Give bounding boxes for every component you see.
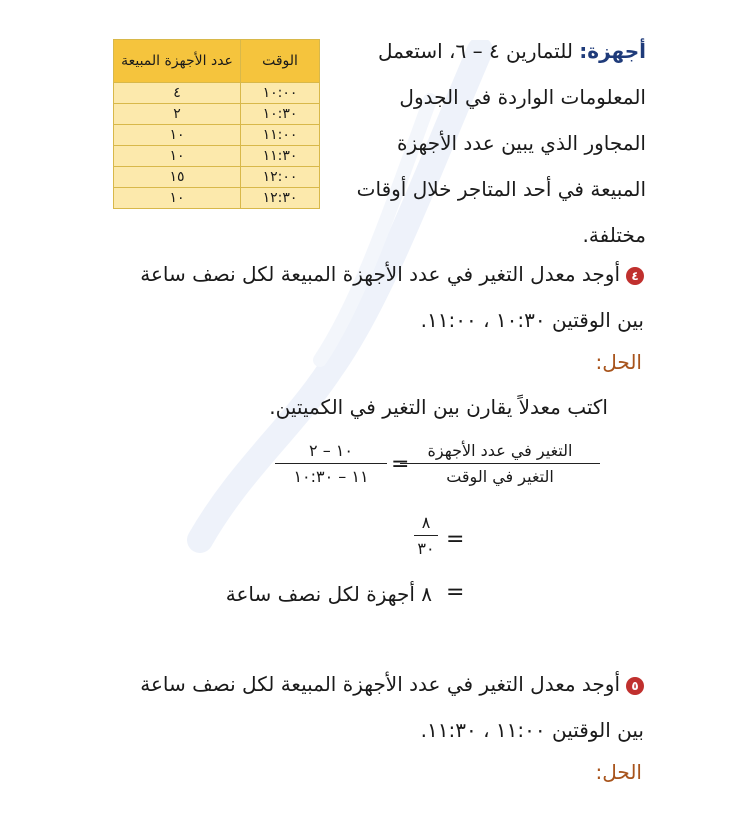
fraction-bar [400, 463, 600, 464]
fraction-values [275, 441, 387, 486]
table-cell-time: ١٠:٠٠ [241, 83, 320, 104]
fraction-simplified [414, 513, 438, 558]
intro-text: للتمارين ٤ – ٦، استعمل المعلومات الواردة في الجدول المجاور الذي يبين عدد الأجهزة المبيعة في أحد المتاجر خلال أوقات مختلفة. [356, 39, 646, 247]
question-number-badge: ٤ [626, 267, 644, 285]
fraction-values-denominator: ١١ – ١٠:٣٠ [293, 467, 369, 486]
fraction-bar [414, 535, 438, 536]
question-5 [124, 661, 644, 753]
table-cell-count: ١٥ [114, 167, 241, 188]
table-row [114, 104, 320, 125]
equals-sign: = [446, 527, 465, 552]
solution-label-q5: الحل: [595, 760, 642, 784]
fraction-simplified-denominator: ٣٠ [417, 539, 435, 558]
question-4-text: أوجد معدل التغير في عدد الأجهزة المبيعة لكل نصف ساعة بين الوقتين ١٠:٣٠ ، ١١:٠٠. [140, 262, 644, 332]
equals-sign: = [391, 452, 410, 477]
fraction-words-denominator: التغير في الوقت [446, 467, 554, 486]
table-cell-count: ١٠ [114, 188, 241, 209]
table-cell-time: ١١:٠٠ [241, 125, 320, 146]
question-4 [124, 251, 644, 343]
table-cell-time: ١٢:٠٠ [241, 167, 320, 188]
fraction-words [400, 441, 600, 486]
table-cell-time: ١١:٣٠ [241, 146, 320, 167]
table-row [114, 146, 320, 167]
table-cell-time: ١٠:٣٠ [241, 104, 320, 125]
table-cell-count: ١٠ [114, 146, 241, 167]
result-line: ٨ أجهزة لكل نصف ساعة [225, 582, 432, 606]
table-header-row [114, 40, 320, 83]
sales-table [113, 39, 320, 209]
fraction-words-numerator: التغير في عدد الأجهزة [427, 441, 573, 460]
table-row [114, 167, 320, 188]
fraction-bar [275, 463, 387, 464]
table-header-time: الوقت [241, 40, 320, 83]
equals-sign: = [446, 580, 465, 605]
table-cell-count: ١٠ [114, 125, 241, 146]
intro-paragraph [346, 28, 646, 258]
table-cell-count: ٢ [114, 104, 241, 125]
intro-lead: أجهزة: [579, 39, 646, 63]
table-row [114, 188, 320, 209]
solution-label-q4: الحل: [595, 350, 642, 374]
table-header-count: عدد الأجهزة المبيعة [114, 40, 241, 83]
table-cell-time: ١٢:٣٠ [241, 188, 320, 209]
step-write-rate: اكتب معدلاً يقارن بين التغير في الكميتين. [269, 395, 608, 419]
table-row [114, 83, 320, 104]
fraction-values-numerator: ١٠ – ٢ [309, 441, 353, 460]
table-row [114, 125, 320, 146]
fraction-simplified-numerator: ٨ [421, 513, 431, 532]
question-5-text: أوجد معدل التغير في عدد الأجهزة المبيعة لكل نصف ساعة بين الوقتين ١١:٠٠ ، ١١:٣٠. [140, 672, 644, 742]
table-cell-count: ٤ [114, 83, 241, 104]
question-number-badge: ٥ [626, 677, 644, 695]
